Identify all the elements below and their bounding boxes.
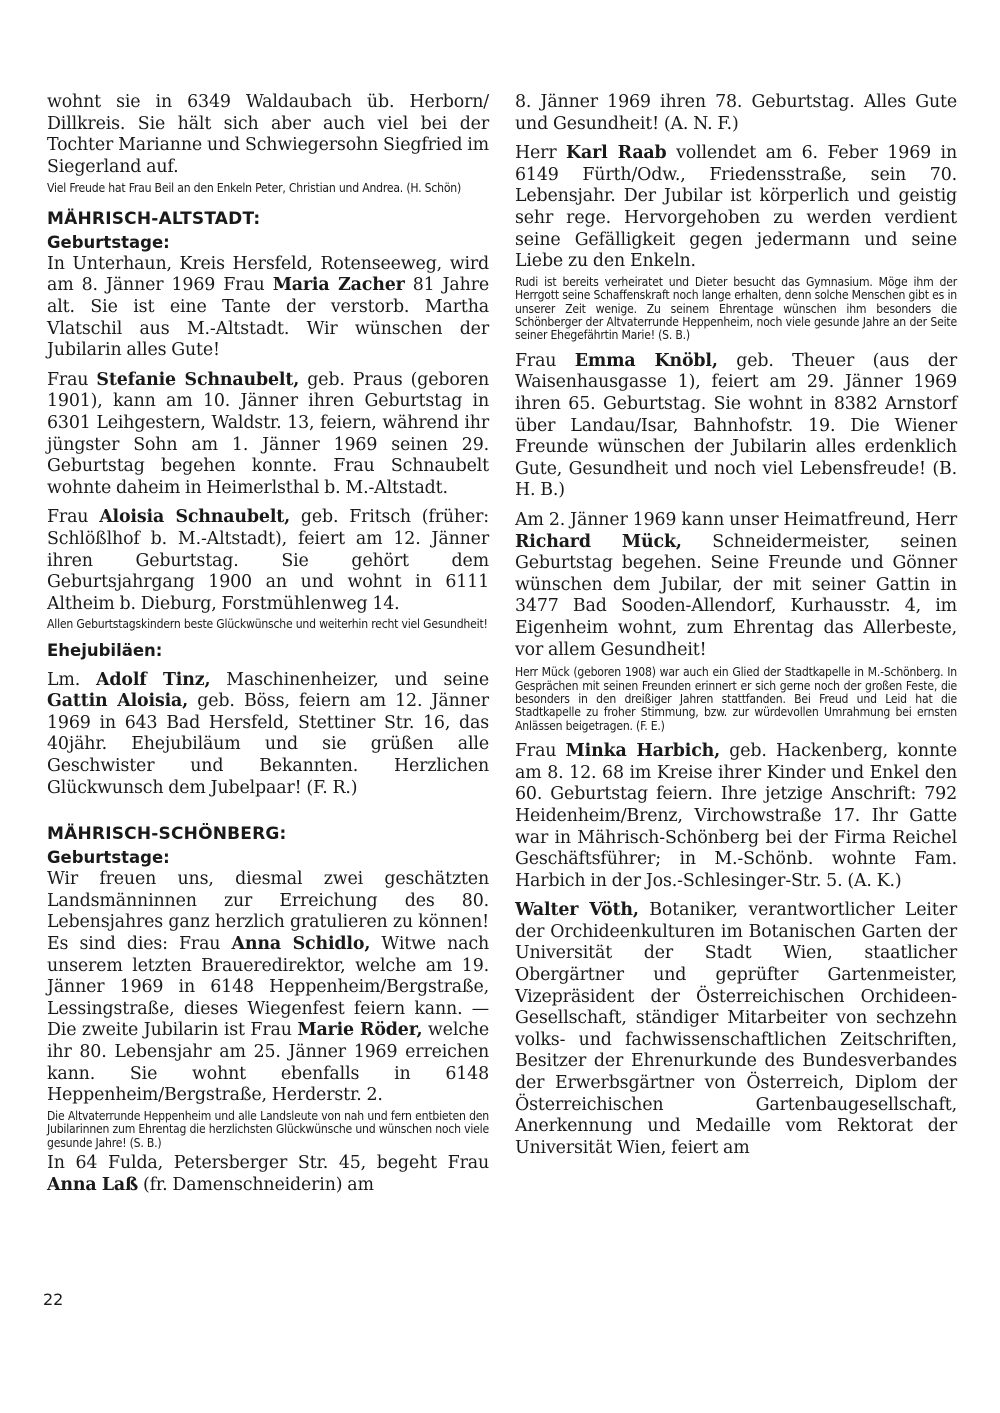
person-name: Walter Vöth,	[515, 900, 639, 921]
paragraph-text: (fr. Damenschneiderin) am	[138, 1174, 374, 1195]
paragraph-adolf-tinz	[47, 670, 489, 800]
person-name: Anna Schidlo,	[231, 934, 371, 955]
paragraph-text: geb. Theuer (aus der Waisenhausgasse 1), feiert am 29. Jänner 1969 ihren 65. Geburtstag. Sie wohnt in 8382 Arnstorf über Landau/Isar, Bahnhofstr. 19. Die Wiener Freunde wünschen der Jubilarin alles erdenklich Gute, Gesundheit und noch viel Lebensfreude! (B. H. B.)	[515, 350, 957, 501]
person-name: Minka Harbich,	[565, 741, 721, 762]
paragraph-text: Botaniker, verantwortlicher Leiter der Orchideenkulturen im Botanischen Garten der Universität der Stadt Wien, staatlicher Obergärtner und geprüfter Gartenmeister, Vizepräsident der Österreichischen Orchideen-Gesellschaft, ständiger Mitarbeiter von sechzehn volks- und fachwissenschaftlichen Zeitschriften, Besitzer der Ehrenurkunde des Bundesverbandes der Erwerbsgärtner von Österreich, Diplom der Österreichischen Gartenbaugesellschaft, Anerkennung und Medaille vom Rektorat der Universität Wien, feiert am	[515, 900, 957, 1158]
paragraph-text: vollendet am 6. Feber 1969 in 6149 Fürth/Odw., Friedensstraße, sein 70. Lebensjahr. Der Jubilar ist körperlich und geistig sehr rege. Hervorgehoben zu werden verdient seine Gefälligkeit gegen jedermann und seine Liebe zu den Enkeln.	[515, 143, 958, 272]
paragraph-text: Wir freuen uns, diesmal zwei geschätzten Landsmänninnen zur Erreichung des 80. Lebensjahres ganz herzlich gratulieren zu können! Es sind dies: Frau	[47, 869, 489, 955]
subheading-ehejubilaeen: Ehejubiläen:	[47, 640, 163, 660]
paragraph-text: Maschinenheizer, und seine	[210, 669, 490, 690]
paragraph-emma-knoebl	[515, 351, 957, 502]
note-paragraph: Die Altvaterrunde Heppenheim und alle Landsleute von nah und fern entbieten den Jubilarinnen zum Ehrentag die herzlichsten Glückwünsche und wünschen noch viele gesunde Jahre! (S. B.)	[47, 1108, 489, 1150]
subheading-geburtstage: Geburtstage:	[47, 848, 170, 868]
person-name: Marie Röder,	[297, 1020, 423, 1041]
paragraph-anna-schidlo	[47, 869, 489, 1107]
paragraph-continued: wohnt sie in 6349 Waldaubach üb. Herborn/ Dillkreis. Sie hält sich aber auch viel bei der Tochter Marianne und Schwiegersohn Siegfried im Siegerland auf.	[47, 92, 489, 177]
paragraph-text: geb. Praus (geboren 1901), kann am 10. Jänner ihren Geburtstag in 6301 Leihgestern, Waldstr. 13, feiern, während ihr jüngster Sohn am 1. Jänner 1969 seinen 29. Geburtstag begehen konnte. Frau Schnaubelt wohnte daheim in Heimerlsthal b. M.-Altstadt.	[47, 369, 490, 498]
page-number: 22	[43, 1290, 64, 1309]
right-column	[515, 92, 957, 1159]
note-paragraph: Rudi ist bereits verheiratet und Dieter besucht das Gymnasium. Möge ihm der Herrgott seine Schaffenskraft noch lange erhalten, denn solche Menschen gibt es in unserer Zeit wenige. Zu seinem Ehrentage wünschen ihm besonders die Schönberger der Altvaterrunde Heppenheim, noch viele gesunde Jahre an der Seite seiner Ehegefährtin Marie! (S. B.)	[515, 274, 957, 343]
paragraph-text: geb. Böss, feiern am 12. Jänner 1969 in 643 Bad Hersfeld, Stettiner Str. 16, das 40jähr. Ehejubiläum und sie grüßen alle Geschwister und Bekannten. Herzlichen Glückwunsch dem Jubelpaar! (F. R.)	[47, 691, 489, 798]
person-name: Anna Laß	[47, 1174, 139, 1195]
paragraph-text: In 64 Fulda, Petersberger Str. 45, begeht Frau	[47, 1153, 489, 1173]
person-name: Gattin Aloisia,	[47, 691, 189, 712]
paragraph-text: geb. Fritsch (früher: Schlößlhof b. M.-Altstadt), feiert am 12. Jänner ihren Geburtstag. Sie gehört dem Geburtsjahrgang 1900 an und wohnt in 6111 Altheim b. Dieburg, Forstmühlenweg 14.	[47, 507, 489, 614]
note-paragraph: Viel Freude hat Frau Beil an den Enkeln Peter, Christian und Andrea. (H. Schön)	[47, 181, 462, 196]
paragraph-text: Witwe nach unserem letzten Braueredirektor, welche am 19. Jänner 1969 in 6148 Heppenheim/Bergstraße, Lessingstraße, dieses Wiegenfest feiern kann. — Die zweite Jubilarin ist Frau	[47, 934, 489, 1041]
paragraph-text: 81 Jahre alt. Sie ist eine Tante der verstorb. Martha Vlatschil aus M.-Altstadt. Wir wünschen der Jubilarin alles Gute!	[47, 275, 489, 361]
subheading-geburtstage: Geburtstage:	[47, 232, 170, 252]
note-paragraph: Allen Geburtstagskindern beste Glückwünsche und weiterhin recht viel Gesundheit!	[47, 617, 488, 632]
paragraph-richard-mueck	[515, 510, 957, 661]
person-name: Maria Zacher	[272, 275, 405, 296]
paragraph-text: geb. Hackenberg, konnte am 8. 12. 68 im Kreise ihrer Kinder und Enkel den 60. Geburtstag feiern. Ihre jetzige Anschrift: 792 Heidenheim/Brenz, Virchowstraße 17. Ihr Gatte war in Mährisch-Schönberg bei der Firma Reichel Geschäftsführer; in M.-Schönb. wohnte Fam. Harbich in der Jos.-Schlesinger-Str. 5. (A. K.)	[515, 741, 957, 891]
paragraph-text: Frau	[47, 507, 100, 528]
person-name: Stefanie Schnaubelt,	[96, 369, 300, 390]
section-title-maehrisch-altstadt: MÄHRISCH-ALTSTADT:	[47, 208, 261, 229]
person-name: Aloisia Schnaubelt,	[99, 507, 291, 528]
paragraph-text: Frau	[515, 350, 575, 371]
paragraph-aloisia-schnaubelt	[47, 507, 489, 615]
paragraph-anna-lass	[47, 1153, 489, 1196]
paragraph-stefanie-schnaubelt	[47, 370, 489, 500]
left-column	[47, 92, 489, 1196]
paragraph-text: In Unterhaun, Kreis Hersfeld, Rotenseeweg, wird am 8. Jänner 1969 Frau	[47, 253, 489, 296]
paragraph-text: welche ihr 80. Lebensjahr am 25. Jänner 1969 erreichen kann. Sie wohnt ebenfalls in 6148 Heppenheim/Bergstraße, Herderstr. 2.	[47, 1020, 490, 1106]
paragraph-karl-raab	[515, 143, 957, 273]
paragraph-maria-zacher	[47, 254, 489, 362]
paragraph-continued: 8. Jänner 1969 ihren 78. Geburtstag. Alles Gute und Gesundheit! (A. N. F.)	[515, 92, 957, 134]
paragraph-minka-harbich	[515, 741, 957, 892]
paragraph-text: Frau	[515, 741, 566, 762]
person-name: Adolf Tinz,	[96, 669, 211, 690]
paragraph-text: Lm.	[47, 669, 97, 690]
paragraph-text: Frau	[47, 369, 97, 390]
note-paragraph: Herr Mück (geboren 1908) war auch ein Glied der Stadtkapelle in M.-Schönberg. In Gesprächen mit seinen Freunden erinnert er sich gerne noch der großen Feste, die besonders in den dreißiger Jahren stattfanden. Bei Freud und Leid hat die Stadtkapelle zu froher Stimmung, bzw. zur würdevollen Umrahmung bei ernsten Anlässen beigetragen. (F. E.)	[515, 665, 957, 733]
person-name: Karl Raab	[566, 143, 667, 164]
section-title-maehrisch-schoenberg: MÄHRISCH-SCHÖNBERG:	[47, 824, 287, 845]
person-name: Emma Knöbl,	[574, 350, 718, 371]
paragraph-text: Am 2. Jänner 1969 kann unser Heimatfreund, Herr	[515, 509, 957, 530]
person-name: Richard Mück,	[515, 531, 682, 552]
paragraph-text: Herr	[515, 143, 567, 164]
paragraph-walter-voeth	[515, 900, 957, 1159]
paragraph-text: Schneidermeister, seinen Geburtstag begehen. Seine Freunde und Gönner wünschen dem Jubilar, der mit seiner Gattin in 3477 Bad Sooden-Allendorf, Kurhausstr. 4, im Eigenheim wohnt, zum Ehrentag das Allerbeste, vor allem Gesundheit!	[515, 531, 957, 660]
